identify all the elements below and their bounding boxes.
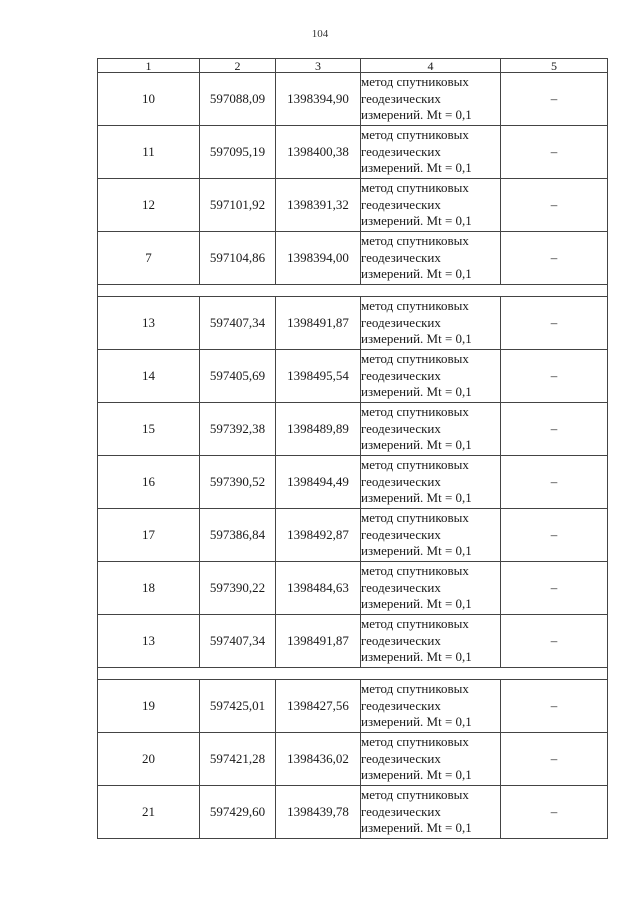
method-line: измерений. Mt = 0,1 — [361, 596, 472, 612]
method-line: измерений. Mt = 0,1 — [361, 331, 472, 347]
x-coordinate-cell: 597101,92 — [200, 179, 276, 232]
x-coordinate-cell: 597095,19 — [200, 126, 276, 179]
point-number-cell: 12 — [98, 179, 200, 232]
point-number-cell: 19 — [98, 680, 200, 733]
x-coordinate-cell: 597104,86 — [200, 232, 276, 285]
method-line: измерений. Mt = 0,1 — [361, 107, 472, 123]
x-coordinate-cell: 597088,09 — [200, 73, 276, 126]
separator-cell — [98, 668, 608, 680]
table-row — [98, 680, 608, 733]
note-cell: – — [501, 562, 608, 615]
method-line: измерений. Mt = 0,1 — [361, 543, 472, 559]
method-cell — [361, 232, 501, 285]
y-coordinate-cell: 1398394,90 — [276, 73, 361, 126]
y-coordinate-cell: 1398400,38 — [276, 126, 361, 179]
method-cell — [361, 297, 501, 350]
note-cell: – — [501, 126, 608, 179]
x-coordinate-cell: 597390,22 — [200, 562, 276, 615]
table-body — [98, 73, 608, 839]
method-line: геодезических — [361, 314, 441, 330]
point-number-cell: 15 — [98, 403, 200, 456]
coordinates-table — [97, 58, 608, 839]
method-line: измерений. Mt = 0,1 — [361, 490, 472, 506]
method-line: измерений. Mt = 0,1 — [361, 266, 472, 282]
note-cell: – — [501, 297, 608, 350]
note-cell: – — [501, 680, 608, 733]
x-coordinate-cell: 597386,84 — [200, 509, 276, 562]
point-number-cell: 13 — [98, 615, 200, 668]
method-line: измерений. Mt = 0,1 — [361, 820, 472, 836]
method-line: метод спутниковых — [361, 180, 469, 196]
method-cell — [361, 680, 501, 733]
point-number-cell: 11 — [98, 126, 200, 179]
note-cell: – — [501, 232, 608, 285]
page-number: 104 — [311, 28, 329, 40]
x-coordinate-cell: 597390,52 — [200, 456, 276, 509]
table-row — [98, 509, 608, 562]
point-number-cell: 21 — [98, 786, 200, 839]
method-line: метод спутниковых — [361, 127, 469, 143]
method-line: геодезических — [361, 143, 441, 159]
method-line: метод спутниковых — [361, 787, 469, 803]
method-line: метод спутниковых — [361, 510, 469, 526]
method-cell — [361, 403, 501, 456]
y-coordinate-cell: 1398439,78 — [276, 786, 361, 839]
x-coordinate-cell: 597407,34 — [200, 297, 276, 350]
group-separator — [98, 285, 608, 297]
method-line: геодезических — [361, 420, 441, 436]
point-number-cell: 16 — [98, 456, 200, 509]
point-number-cell: 13 — [98, 297, 200, 350]
table-row — [98, 297, 608, 350]
method-cell — [361, 456, 501, 509]
method-line: геодезических — [361, 750, 441, 766]
table-row — [98, 232, 608, 285]
method-cell — [361, 615, 501, 668]
note-cell: – — [501, 456, 608, 509]
method-line: измерений. Mt = 0,1 — [361, 714, 472, 730]
header-col-1: 1 — [98, 59, 200, 73]
method-line: геодезических — [361, 803, 441, 819]
method-line: геодезических — [361, 632, 441, 648]
method-cell — [361, 350, 501, 403]
table-row — [98, 350, 608, 403]
header-col-4: 4 — [361, 59, 501, 73]
table-row — [98, 456, 608, 509]
method-line: геодезических — [361, 473, 441, 489]
note-cell: – — [501, 350, 608, 403]
table-row — [98, 733, 608, 786]
method-line: измерений. Mt = 0,1 — [361, 160, 472, 176]
note-cell: – — [501, 509, 608, 562]
method-cell — [361, 73, 501, 126]
x-coordinate-cell: 597405,69 — [200, 350, 276, 403]
y-coordinate-cell: 1398489,89 — [276, 403, 361, 456]
y-coordinate-cell: 1398494,49 — [276, 456, 361, 509]
point-number-cell: 14 — [98, 350, 200, 403]
table-row — [98, 403, 608, 456]
table-row — [98, 179, 608, 232]
method-line: геодезических — [361, 196, 441, 212]
method-cell — [361, 786, 501, 839]
method-line: геодезических — [361, 526, 441, 542]
y-coordinate-cell: 1398492,87 — [276, 509, 361, 562]
note-cell: – — [501, 615, 608, 668]
y-coordinate-cell: 1398495,54 — [276, 350, 361, 403]
y-coordinate-cell: 1398436,02 — [276, 733, 361, 786]
method-line: метод спутниковых — [361, 681, 469, 697]
method-line: измерений. Mt = 0,1 — [361, 649, 472, 665]
table-header-row — [98, 59, 608, 73]
point-number-cell: 18 — [98, 562, 200, 615]
y-coordinate-cell: 1398427,56 — [276, 680, 361, 733]
x-coordinate-cell: 597407,34 — [200, 615, 276, 668]
method-cell — [361, 179, 501, 232]
method-cell — [361, 126, 501, 179]
y-coordinate-cell: 1398491,87 — [276, 297, 361, 350]
separator-cell — [98, 285, 608, 297]
y-coordinate-cell: 1398484,63 — [276, 562, 361, 615]
method-line: геодезических — [361, 367, 441, 383]
group-separator — [98, 668, 608, 680]
method-line: метод спутниковых — [361, 616, 469, 632]
method-line: измерений. Mt = 0,1 — [361, 767, 472, 783]
method-line: метод спутниковых — [361, 563, 469, 579]
method-line: геодезических — [361, 697, 441, 713]
header-col-5: 5 — [501, 59, 608, 73]
table-row — [98, 615, 608, 668]
note-cell: – — [501, 179, 608, 232]
table-row — [98, 562, 608, 615]
point-number-cell: 20 — [98, 733, 200, 786]
method-cell — [361, 509, 501, 562]
x-coordinate-cell: 597421,28 — [200, 733, 276, 786]
method-line: метод спутниковых — [361, 404, 469, 420]
method-cell — [361, 733, 501, 786]
method-line: измерений. Mt = 0,1 — [361, 213, 472, 229]
point-number-cell: 17 — [98, 509, 200, 562]
table-row — [98, 126, 608, 179]
method-line: измерений. Mt = 0,1 — [361, 384, 472, 400]
x-coordinate-cell: 597392,38 — [200, 403, 276, 456]
table-row — [98, 73, 608, 126]
note-cell: – — [501, 403, 608, 456]
method-line: метод спутниковых — [361, 74, 469, 90]
y-coordinate-cell: 1398491,87 — [276, 615, 361, 668]
x-coordinate-cell: 597425,01 — [200, 680, 276, 733]
note-cell: – — [501, 786, 608, 839]
method-line: измерений. Mt = 0,1 — [361, 437, 472, 453]
method-line: метод спутниковых — [361, 233, 469, 249]
method-line: метод спутниковых — [361, 298, 469, 314]
method-line: метод спутниковых — [361, 457, 469, 473]
method-cell — [361, 562, 501, 615]
note-cell: – — [501, 73, 608, 126]
method-line: геодезических — [361, 249, 441, 265]
point-number-cell: 7 — [98, 232, 200, 285]
note-cell: – — [501, 733, 608, 786]
method-line: метод спутниковых — [361, 734, 469, 750]
header-col-3: 3 — [276, 59, 361, 73]
x-coordinate-cell: 597429,60 — [200, 786, 276, 839]
method-line: метод спутниковых — [361, 351, 469, 367]
header-col-2: 2 — [200, 59, 276, 73]
y-coordinate-cell: 1398391,32 — [276, 179, 361, 232]
point-number-cell: 10 — [98, 73, 200, 126]
method-line: геодезических — [361, 579, 441, 595]
y-coordinate-cell: 1398394,00 — [276, 232, 361, 285]
method-line: геодезических — [361, 90, 441, 106]
table-row — [98, 786, 608, 839]
